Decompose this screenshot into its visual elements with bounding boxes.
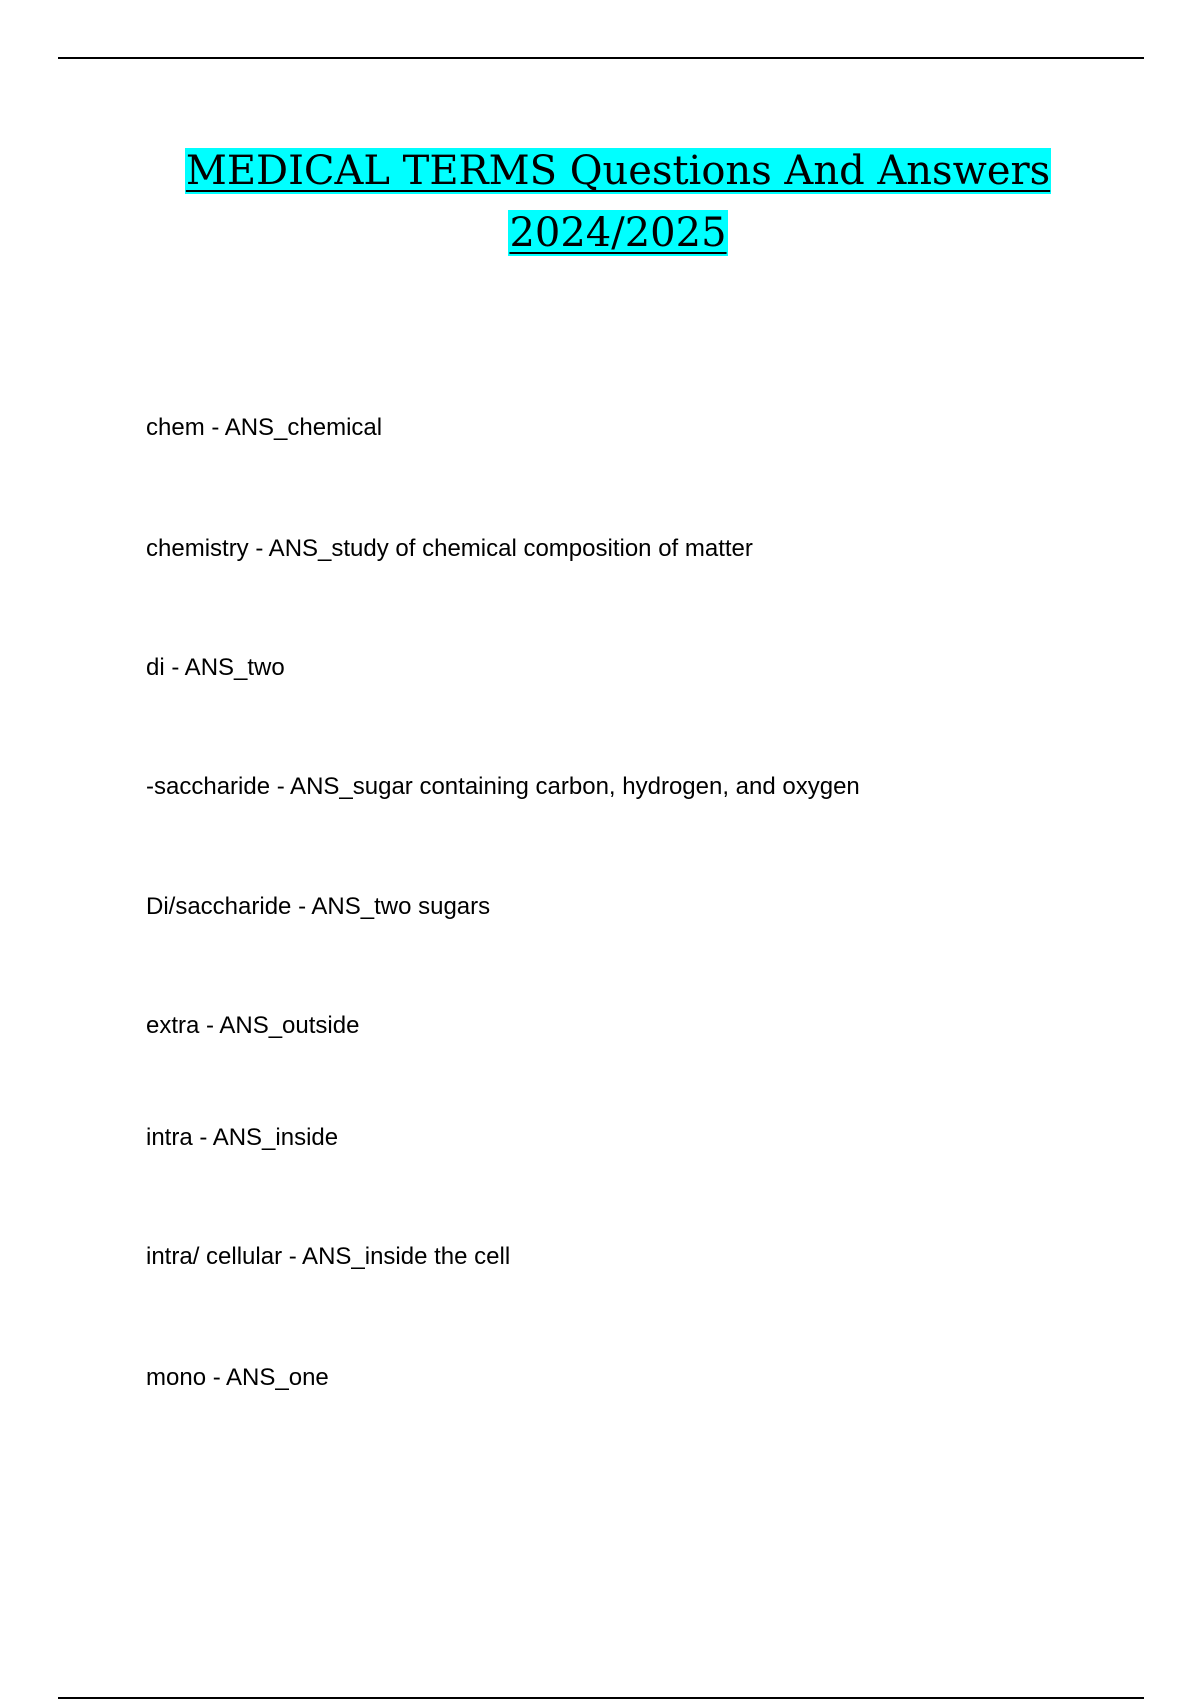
title-line-2: 2024/2025 <box>509 210 727 256</box>
term-entry-intracellular: intra/ cellular - ANS_inside the cell <box>146 1243 511 1270</box>
title-line-1: MEDICAL TERMS Questions And Answers <box>185 148 1051 194</box>
term-entry-di: di - ANS_two <box>146 654 285 681</box>
term-entry-intra: intra - ANS_inside <box>146 1124 339 1151</box>
footer-rule <box>58 1697 1144 1699</box>
header-rule <box>58 57 1144 59</box>
document-title <box>0 140 1200 264</box>
term-entry-extra: extra - ANS_outside <box>146 1012 360 1039</box>
term-entry-saccharide: -saccharide - ANS_sugar containing carbon, hydrogen, and oxygen <box>146 773 860 800</box>
term-entry-disaccharide: Di/saccharide - ANS_two sugars <box>146 893 491 920</box>
term-entry-chem: chem - ANS_chemical <box>146 414 383 441</box>
term-entry-mono: mono - ANS_one <box>146 1364 329 1391</box>
term-entry-chemistry: chemistry - ANS_study of chemical composition of matter <box>146 535 753 562</box>
